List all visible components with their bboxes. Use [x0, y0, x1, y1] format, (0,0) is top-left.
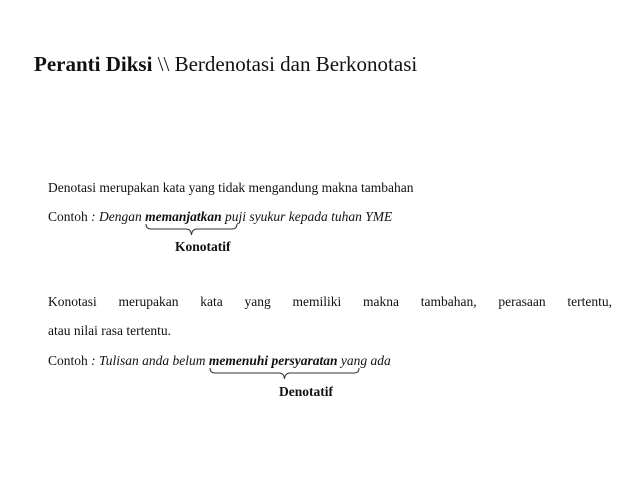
denotation-definition: Denotasi merupakan kata yang tidak mengandung makna tambahan — [48, 180, 414, 195]
slide-title — [34, 51, 417, 77]
example-1 — [48, 208, 392, 226]
connotation-definition-line-1-text: Konotasi merupakan kata yang memiliki makna tambahan, perasaan tertentu, — [48, 294, 612, 309]
example-1-highlight: memanjatkan — [145, 209, 222, 224]
connotation-definition-line-1 — [48, 293, 612, 311]
connotation-definition-line-2: atau nilai rasa tertentu. — [48, 323, 171, 338]
example-1-highlight-wrap — [145, 208, 222, 226]
example-2-after: yang ada — [337, 353, 391, 368]
example-1-prefix: Contoh — [48, 209, 88, 224]
underbrace-1 — [145, 224, 238, 238]
example-2-highlight: memenuhi persyaratan — [208, 353, 338, 368]
title-bold: Peranti Diksi — [34, 52, 153, 76]
example-2-prefix: Contoh — [48, 353, 88, 368]
konotatif-label: Konotatif — [175, 239, 231, 254]
denotatif-label: Denotatif — [279, 384, 333, 399]
example-1-after: puji syukur kepada tuhan YME — [221, 209, 393, 224]
title-separator: \\ — [152, 52, 175, 76]
title-rest: Berdenotasi dan Berkonotasi — [174, 52, 418, 76]
example-2-before: : Tulisan anda belum — [91, 353, 209, 368]
example-1-before: : Dengan — [91, 209, 146, 224]
example-2-highlight-wrap — [209, 352, 338, 370]
example-2 — [48, 352, 391, 370]
underbrace-2 — [209, 368, 361, 382]
